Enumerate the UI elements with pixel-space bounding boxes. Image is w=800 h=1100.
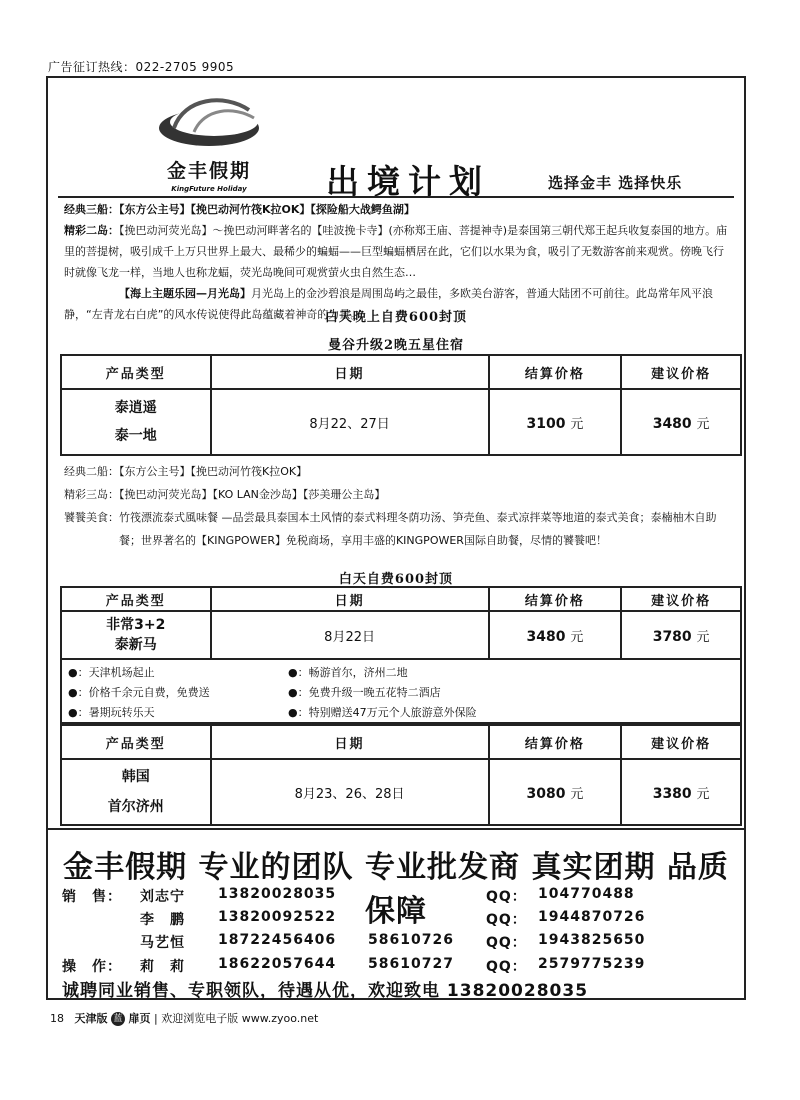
product-dates: 8月22、27日 [211, 389, 489, 455]
tour2-line3-label: 饕餮美食： [64, 511, 119, 524]
tour1-line2-label: 精彩二岛： [64, 224, 119, 237]
suggest-value: 3780 [652, 628, 692, 645]
feature-item: ●：天津机场起止 [68, 666, 155, 679]
tour1-line3-label: 【海上主题乐园—月光岛】 [119, 287, 251, 300]
tour2-line2-label: 精彩三岛： [64, 488, 119, 501]
table-row [61, 759, 741, 825]
tour1-note-selfpay: 白天晚上自费600封顶 [324, 310, 468, 325]
suggest-price [621, 759, 741, 825]
contact-qq-label: QQ： [486, 935, 527, 951]
contact-name: 李 鹏 [140, 912, 185, 928]
product-name [61, 389, 211, 455]
suggest-value: 3480 [652, 415, 692, 432]
contact-qq-label: QQ： [486, 959, 527, 975]
header-settle-price: 结算价格 [489, 587, 622, 611]
price-unit: 元 [570, 416, 584, 432]
product-table-2 [60, 586, 742, 660]
table-header-row [61, 355, 741, 389]
tour1-line3: 月光岛上的金沙碧浪是周围岛屿之最佳，多欧美台游客，普通大陆团不可前往。此岛常年风平浪静，“左青龙右白虎”的风水传说使得此岛蕴藏着神奇的力量。 [64, 287, 713, 321]
sales-label: 销 售： [62, 889, 122, 905]
price-unit: 元 [696, 786, 710, 802]
product-table-3 [60, 724, 742, 826]
contact-landline: 58610727 [368, 956, 454, 972]
contact-name: 马艺恒 [140, 935, 185, 951]
page-footer [50, 1010, 318, 1026]
product-table-1 [60, 354, 742, 456]
header-date: 日期 [211, 725, 489, 759]
settle-value: 3480 [526, 628, 566, 645]
header-product-type: 产品类型 [61, 355, 211, 389]
contact-mobile: 13820028035 [218, 886, 337, 902]
header-date: 日期 [211, 355, 489, 389]
contact-qq: 1943825650 [538, 932, 646, 948]
footer-separator: | [154, 1012, 158, 1025]
tour2-line1-label: 经典二船： [64, 465, 119, 478]
contact-name: 刘志宁 [140, 889, 185, 905]
tour1-line1: 【东方公主号】【挽巴动河竹筏K拉OK】【探险船大战鳄鱼湖】 [119, 203, 415, 216]
product-name [61, 611, 211, 659]
site-link[interactable]: 欢迎浏览电子版 www.zyoo.net [161, 1012, 319, 1025]
product-name-line: 非常3+2 [106, 617, 166, 633]
header-settle-price: 结算价格 [489, 725, 622, 759]
product-name [61, 759, 211, 825]
page-number: 18 [50, 1012, 64, 1025]
table-header-row [61, 725, 741, 759]
header-product-type: 产品类型 [61, 587, 211, 611]
contact-qq-label: QQ： [486, 912, 527, 928]
feature-list [60, 658, 742, 724]
product-dates: 8月23、26、28日 [211, 759, 489, 825]
tour2-note-selfpay: 白天自费600封顶 [338, 572, 454, 587]
logo-swirl-icon [154, 88, 264, 152]
feature-item: ●：免费升级一晚五花特二酒店 [288, 686, 441, 699]
product-name-line: 泰一地 [114, 428, 157, 444]
product-dates: 8月22日 [211, 611, 489, 659]
tour2-line1: 【东方公主号】【挽巴动河竹筏K拉OK】 [119, 465, 308, 478]
price-unit: 元 [570, 629, 584, 645]
header-suggest-price: 建议价格 [621, 355, 741, 389]
header-settle-price: 结算价格 [489, 355, 622, 389]
header-product-type: 产品类型 [61, 725, 211, 759]
contact-qq: 1944870726 [538, 909, 646, 925]
tour1-note-hotel: 曼谷升级2晚五星住宿 [327, 338, 465, 353]
ad-hotline: 广告征订热线：022-2705 9905 [48, 60, 235, 74]
feature-item: ●：价格千余元自费，免费送 [68, 686, 210, 699]
settle-value: 3100 [526, 415, 566, 432]
settle-price [489, 611, 622, 659]
header-date: 日期 [211, 587, 489, 611]
header-suggest-price: 建议价格 [621, 587, 741, 611]
section-label: 扉页 [128, 1012, 151, 1025]
table-row [61, 389, 741, 455]
price-unit: 元 [696, 629, 710, 645]
divider [48, 828, 744, 830]
feature-item: ●：特别赠送47万元个人旅游意外保险 [288, 706, 477, 719]
suggest-price [621, 611, 741, 659]
product-name-line: 韩国 [121, 769, 150, 785]
contact-mobile: 13820092522 [218, 909, 337, 925]
feature-item: ●：暑期玩转乐天 [68, 706, 155, 719]
suggest-price [621, 389, 741, 455]
settle-price [489, 389, 622, 455]
header-suggest-price: 建议价格 [621, 725, 741, 759]
tour2-line2: 【挽巴动河荧光岛】【KO LAN金沙岛】【莎美珊公主岛】 [119, 488, 386, 501]
contact-qq-label: QQ： [486, 889, 527, 905]
table-header-row [61, 587, 741, 611]
tour2-line3: 竹筏漂流泰式風味餐 —品尝最具泰国本土风情的泰式料理冬荫功汤、笋壳鱼、泰式凉拌菜等地道的泰式美食；泰楠柚木自助餐；世界著名的【KINGPOWER】免税商场，享用丰盛的KINGPOWER国际自助餐，尽情的饕餮吧！ [119, 511, 717, 547]
price-unit: 元 [570, 786, 584, 802]
settle-value: 3080 [526, 785, 566, 802]
divider [58, 196, 734, 198]
feature-item: ●：畅游首尔，济州二地 [288, 666, 408, 679]
slogan: 选择金丰 选择快乐 [548, 174, 683, 192]
contact-qq: 104770488 [538, 886, 635, 902]
contact-name: 莉 莉 [140, 959, 185, 975]
logo-english-name: KingFuture Holiday [171, 185, 247, 193]
contact-mobile: 18722456406 [218, 932, 337, 948]
contact-landline: 58610726 [368, 932, 454, 948]
page-title: 出境计划 [326, 162, 490, 201]
logo-brand-name: 金丰假期 [166, 160, 251, 182]
product-name-line: 泰逍遥 [114, 400, 157, 416]
brand-logo [144, 88, 274, 198]
suggest-value: 3380 [652, 785, 692, 802]
tour1-line2: 【挽巴动河荧光岛】～挽巴动河畔著名的【哇波挽卡寺】(亦称郑王庙、菩提神寺)是泰国第三朝代郑王起兵收复泰国的地方。庙里的菩提树，吸引成千上万只世界上最大、最稀少的蝙蝠——巨型蝙蝠栖居在此，它们以水果为食，吸引了无数游客前来观赏。傍晚飞行时就像飞龙一样，当地人也称龙蝠，荧光岛晚间可观赏萤火虫自然生态… [64, 224, 728, 279]
brand-banner: 金丰假期 专业的团队 专业批发商 真实团期 品质保障 [63, 850, 729, 929]
contact-mobile: 18622057644 [218, 956, 337, 972]
tour1-line1-label: 经典三船： [64, 203, 119, 216]
price-unit: 元 [696, 416, 710, 432]
product-name-line: 泰新马 [114, 637, 157, 653]
edition-label: 天津版 [74, 1012, 108, 1025]
recruit-notice: 诚聘同业销售、专职领队，待遇从优，欢迎致电 13820028035 [62, 981, 589, 1001]
ops-label: 操 作： [62, 959, 122, 975]
ad-frame [46, 76, 746, 1000]
tour2-description [64, 460, 734, 552]
contact-qq: 2579775239 [538, 956, 646, 972]
product-name-line: 首尔济州 [107, 799, 164, 815]
settle-price [489, 759, 622, 825]
table-row [61, 611, 741, 659]
edition-badge-icon: 蓝 [111, 1012, 125, 1026]
